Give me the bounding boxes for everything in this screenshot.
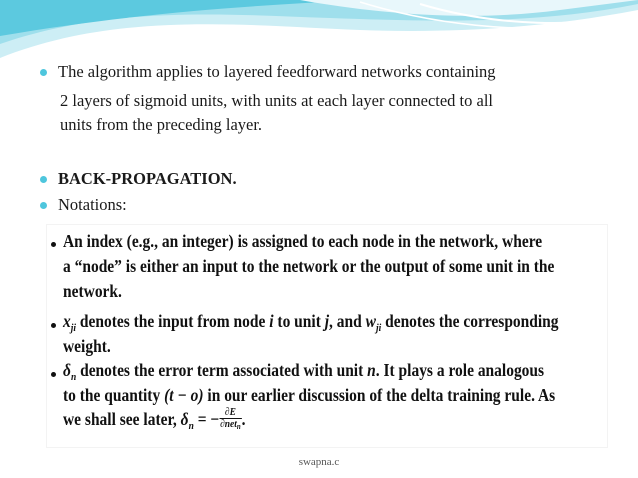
notation-bullet	[51, 242, 56, 247]
bullet-dot	[40, 176, 47, 183]
bullet-backprop	[40, 167, 237, 191]
notation-delta-line1: $\delta_n$ denotes the error term associated with unit n. It plays a role analogous	[63, 360, 545, 383]
bullet-notations	[40, 193, 127, 217]
notation-delta-line3: we shall see later, $\delta_n$ = − $\frac{\partial E}{\text{∂netn}}$ .	[63, 406, 246, 432]
notation-input-line1: $x_{ji}$ denotes the input from node i to unit j, and $w_{ji}$ denotes the corresponding	[63, 311, 559, 334]
notations-image	[47, 225, 607, 447]
bullet-algorithm-line3: units from the preceding layer.	[60, 115, 263, 134]
notation-bullet	[51, 372, 56, 377]
notation-index-line2: a “node” is either an input to the network or the output of some unit in the	[63, 256, 555, 276]
notation-input-line2: weight.	[63, 336, 111, 356]
notation-index-line1: An index (e.g., an integer) is assigned to each node in the network, where	[63, 231, 543, 251]
delta-fraction: $\frac{\partial E}{\text{∂netn}}$	[220, 406, 241, 432]
bullet-backprop-text: BACK-PROPAGATION.	[58, 169, 237, 188]
footer-author: swapna.c	[298, 456, 340, 468]
bullet-algorithm-line1: The algorithm applies to layered feedforward networks containing	[58, 62, 496, 81]
bullet-dot	[40, 69, 47, 76]
notation-delta-line2: to the quantity (t − o) in our earlier discussion of the delta training rule. As	[63, 385, 556, 405]
bullet-algorithm	[40, 60, 496, 84]
notation-index-line3: network.	[63, 281, 122, 301]
bullet-notations-text: Notations:	[58, 195, 127, 214]
bullet-algorithm-line2: 2 layers of sigmoid units, with units at each layer connected to all	[60, 91, 494, 110]
notation-bullet	[51, 323, 56, 328]
bullet-dot	[40, 202, 47, 209]
